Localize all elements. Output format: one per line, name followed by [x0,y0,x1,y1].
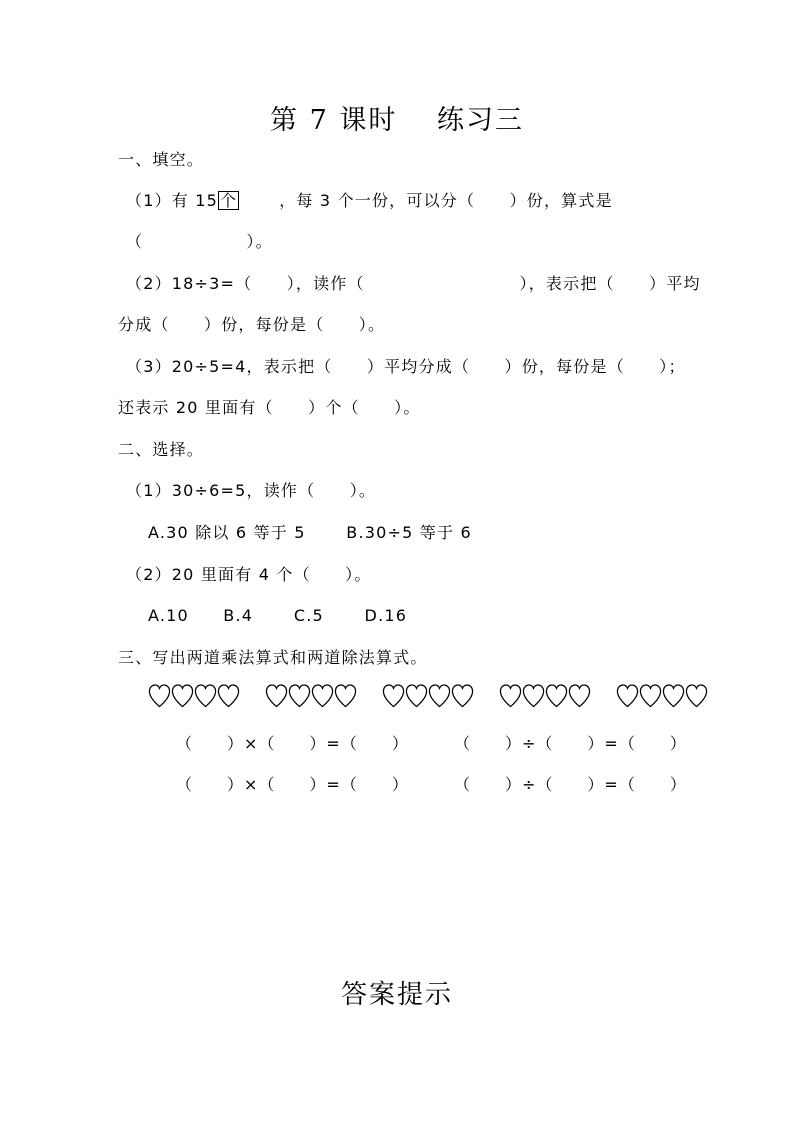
answer-hint-title: 答案提示 [340,980,453,1010]
question-1-3-line-2: 还表示 20 里面有（ ）个（ ）。 [118,398,421,417]
heart-group [499,682,591,710]
question-1-1-answer-line: （ ）。 [126,232,273,251]
question-2-2-options: A.10 B.4 C.5 D.16 [148,606,408,625]
section-2-heading: 二、选择。 [118,440,205,459]
hearts-row [148,682,708,710]
heart-icon [334,682,357,710]
question-1-1-boxed-unit: 个 [220,191,238,210]
heart-group [616,682,708,710]
question-1-2-line-2: 分成（ ）份，每份是（ ）。 [118,315,386,334]
question-1-3-line-1: （3）20÷5=4，表示把（ ）平均分成（ ）份，每份是（ ）； [126,357,686,376]
question-1-1-text-b: ，每 3 个一份，可以分（ ）份，算式是 [279,191,613,210]
heart-icon [171,682,194,710]
heart-icon [217,682,240,710]
section-3-heading: 三、写出两道乘法算式和两道除法算式。 [118,648,428,667]
question-2-2: （2）20 里面有 4 个（ ）。 [126,565,372,584]
division-equation-2: （ ）÷（ ）=（ ） [454,775,687,794]
multiplication-equation-2: （ ）×（ ）=（ ） [176,775,409,794]
heart-icon [685,682,708,710]
question-2-1-options: A.30 除以 6 等于 5 B.30÷5 等于 6 [148,523,472,542]
heart-icon [382,682,405,710]
division-equation-1: （ ）÷（ ）=（ ） [454,734,687,753]
heart-icon [405,682,428,710]
heart-icon [616,682,639,710]
question-1-2-line-1: （2）18÷3=（ ），读作（ ），表示把（ ）平均 [126,274,701,293]
question-2-1: （1）30÷6=5，读作（ ）。 [126,481,377,500]
page-title: 第 7 课时 练习三 [270,105,524,136]
heart-icon [194,682,217,710]
section-1-heading: 一、填空。 [118,150,205,169]
heart-icon [311,682,334,710]
heart-icon [639,682,662,710]
heart-icon [545,682,568,710]
heart-icon [428,682,451,710]
heart-icon [662,682,685,710]
heart-icon [451,682,474,710]
heart-icon [288,682,311,710]
heart-icon [499,682,522,710]
heart-icon [148,682,171,710]
heart-group [148,682,240,710]
multiplication-equation-1: （ ）×（ ）=（ ） [176,734,409,753]
question-1-1-text-a: （1）有 15 [126,191,219,210]
heart-icon [265,682,288,710]
heart-icon [568,682,591,710]
heart-group [382,682,474,710]
heart-group [265,682,357,710]
question-1-1 [126,191,613,211]
heart-icon [522,682,545,710]
